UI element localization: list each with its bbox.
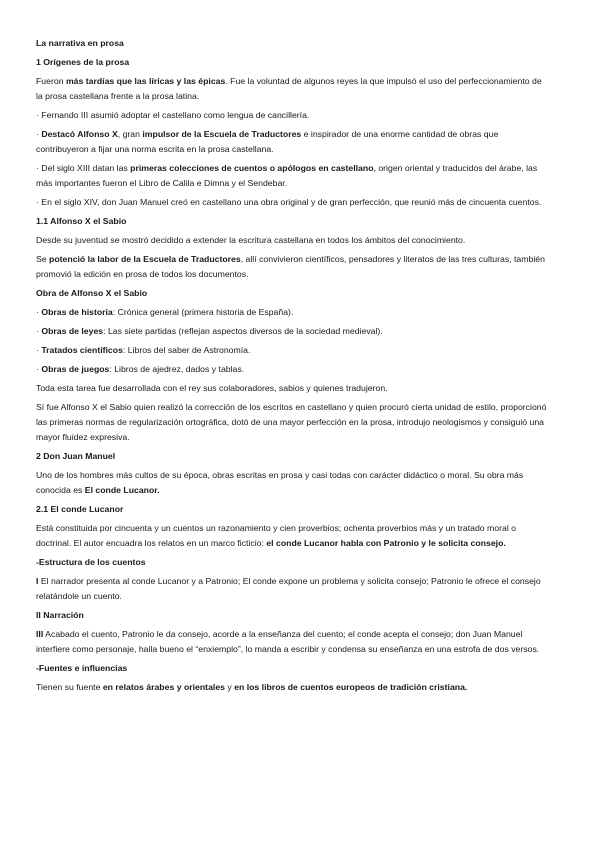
bold-run: Destacó Alfonso X (41, 129, 118, 139)
bold-run: Obras de leyes (41, 326, 104, 336)
bold-run: potenció la labor de la Escuela de Traductores (49, 254, 241, 264)
bullet-alfonso (36, 127, 547, 157)
list-item-obra: · Tratados científicos: Libros del saber de Astronomía. (36, 345, 251, 355)
section-heading-juan-manuel: 2 Don Juan Manuel (36, 451, 116, 461)
list-item-obra: · Obras de juegos: Libros de ajedrez, dados y tablas. (36, 364, 245, 374)
paragraph-estructura-iii (36, 627, 547, 657)
text-run: , allí convivieron científicos, pensadores y literatos de las tres culturas, también promovió la edición en prosa de todos los documentos. (36, 254, 545, 279)
section-heading-conde-lucanor: 2.1 El conde Lucanor (36, 504, 124, 514)
text-run: · Del siglo XIII datan las (36, 163, 131, 173)
bold-run: Obras de juegos (41, 364, 110, 374)
text-run: y (224, 682, 235, 692)
bold-run: en los libros de cuentos europeos de tradición cristiana. (234, 682, 468, 692)
subheading-fuentes: -Fuentes e influencias (36, 663, 128, 673)
text-run: , origen oriental y traducidos del árabe, las más importantes fueron el Libro de Calila e Dimna y el Sendebar. (36, 163, 538, 188)
section-heading-origenes: 1 Orígenes de la prosa (36, 57, 130, 67)
paragraph-alfonso-escuela (36, 252, 547, 282)
paragraph-origenes-intro (36, 74, 547, 104)
text-run: Está constituida por cincuenta y un cuentos un razonamiento y cien proverbios; ochenta proverbios más y un tratado moral o doctrinal. El autor encuadra los relatos en un marco ficticio: (36, 523, 517, 548)
bullet-siglo-xiv: · En el siglo XIV, don Juan Manuel creó en castellano una obra original y de gran perfección, que reunió más de cincuenta cuentos. (36, 197, 542, 207)
text-run: Fueron (36, 76, 66, 86)
text-run: : Libros de ajedrez, dados y tablas. (109, 364, 245, 374)
bullet-fernando: · Fernando III asumió adoptar el castellano como lengua de cancillería. (36, 110, 310, 120)
list-item-obra: · Obras de leyes: Las siete partidas (reflejan aspectos diversos de la sociedad medieval). (36, 326, 383, 336)
text-run: Se (36, 254, 50, 264)
text-run: , gran (117, 129, 143, 139)
paragraph-conde-lucanor (36, 521, 547, 551)
list-item-obra: · Obras de historia: Crónica general (primera historia de España). (36, 307, 294, 317)
section-heading-obra: Obra de Alfonso X el Sabio (36, 288, 148, 298)
text-run: Uno de los hombres más cultos de su época, obras escritas en prosa y casi todas con carácter didáctico o moral. Su obra más conocida es (36, 470, 524, 495)
paragraph-juan-manuel (36, 468, 547, 498)
bullet-siglo-xiii (36, 161, 547, 191)
document-title: La narrativa en prosa (36, 38, 124, 48)
text-run: : Libros del saber de Astronomía. (122, 345, 251, 355)
text-run: El narrador presenta al conde Lucanor y a Patronio; El conde expone un problema y solicita consejo; Patronio le ofrece el consejo relatándole un cuento. (36, 576, 541, 601)
bold-run: en relatos árabes y orientales (102, 682, 225, 692)
bold-run: El conde Lucanor. (84, 485, 160, 495)
text-run: · (36, 129, 42, 139)
text-run: . Fue la voluntad de algunos reyes la que impulsó el uso del perfeccionamiento de la prosa castellana frente a la prosa latina. (36, 76, 542, 101)
text-run: e inspirador de una enorme cantidad de obras que contribuyeron a fijar una norma escrita en la prosa castellana. (36, 129, 499, 154)
bold-run: III (36, 629, 44, 639)
paragraph-obra-tarea: Toda esta tarea fue desarrollada con el rey sus colaboradores, sabios y quienes tradujeron. (36, 383, 388, 393)
paragraph-estructura-i (36, 574, 547, 604)
bold-run: impulsor de la Escuela de Traductores (142, 129, 302, 139)
bold-run: el conde Lucanor habla con Patronio y le solicita consejo. (266, 538, 506, 548)
bold-run: II Narración (36, 610, 84, 620)
text-run: Tienen su fuente (36, 682, 103, 692)
paragraph-fuentes (36, 680, 547, 695)
text-run: Acabado el cuento, Patronio le da consejo, acorde a la enseñanza del cuento; el conde acepta el consejo; don Juan Manuel interfiere como personaje, halla bueno el “enxiemplo”, lo manda a escribir y condensa su enseñanza en una estrofa de dos versos. (36, 629, 540, 654)
section-heading-alfonso: 1.1 Alfonso X el Sabio (36, 216, 127, 226)
paragraph-estructura-ii (36, 608, 547, 623)
paragraph-alfonso-juventud: Desde su juventud se mostró decidido a extender la escritura castellana en todos los ámbitos del conocimiento. (36, 235, 466, 245)
subheading-estructura: -Estructura de los cuentos (36, 557, 146, 567)
bold-run: más tardías que las líricas y las épicas (65, 76, 226, 86)
bold-run: Obras de historia (41, 307, 113, 317)
bold-run: primeras colecciones de cuentos o apólogos en castellano (130, 163, 374, 173)
text-run: : Las siete partidas (reflejan aspectos diversos de la sociedad medieval). (103, 326, 383, 336)
text-run: : Crónica general (primera historia de España). (112, 307, 294, 317)
bold-run: I (36, 576, 39, 586)
bold-run: Tratados científicos (41, 345, 123, 355)
paragraph-obra-correccion: Sí fue Alfonso X el Sabio quien realizó la corrección de los escritos en castellano y quien procuró cierta unidad de estilo, proporcionó las primeras normas de regularización ortográfica, dotó de una mayor perfección en la prosa, introdujo neologismos y consiguió una mayor fluidez expresiva. (36, 402, 547, 442)
